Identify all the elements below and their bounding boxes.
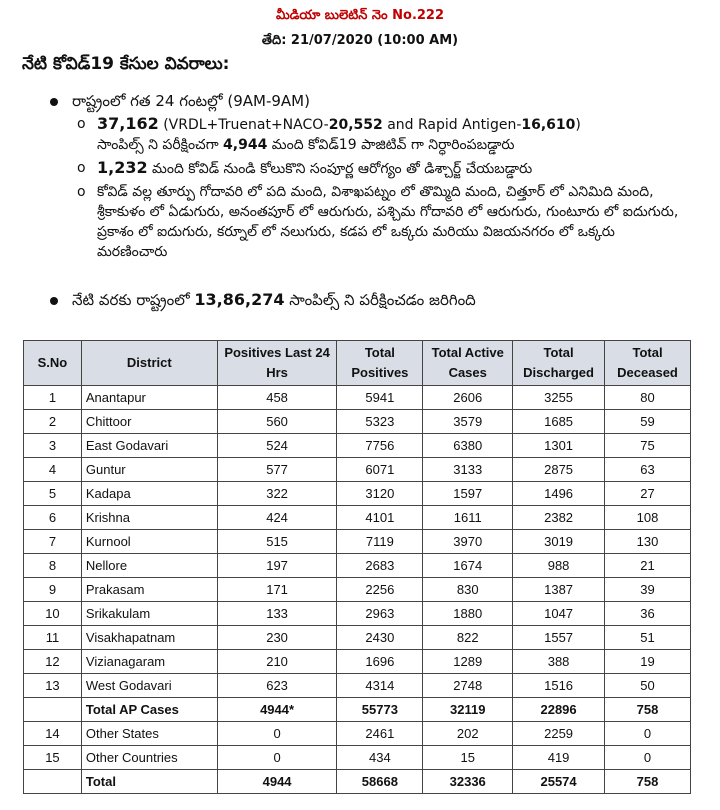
table-cell: 388 xyxy=(513,650,605,674)
table-cell: 9 xyxy=(24,578,82,602)
table-row xyxy=(24,626,691,650)
table-cell: 230 xyxy=(217,626,337,650)
table-cell: 58668 xyxy=(337,770,423,794)
table-cell: 1696 xyxy=(337,650,423,674)
table-row xyxy=(24,506,691,530)
table-cell: Srikakulam xyxy=(81,602,217,626)
date-value: : 21/07/2020 (10:00 AM) xyxy=(281,33,459,48)
table-row xyxy=(24,554,691,578)
table-cell: 2256 xyxy=(337,578,423,602)
table-cell: 2 xyxy=(24,410,82,434)
table-cell: 75 xyxy=(605,434,691,458)
col-header: Positives Last 24 Hrs xyxy=(217,341,337,386)
table-cell: 5323 xyxy=(337,410,423,434)
table-cell: 3255 xyxy=(513,386,605,410)
bullet-dot-icon xyxy=(50,98,58,106)
table-row xyxy=(24,602,691,626)
table-cell: 1685 xyxy=(513,410,605,434)
table-cell: 25574 xyxy=(513,770,605,794)
table-row xyxy=(24,530,691,554)
col-header: S.No xyxy=(24,341,82,386)
samples-line2a: సాంపిల్స్ ని పరీక్షించగా xyxy=(97,137,224,153)
table-cell: 32119 xyxy=(423,698,513,722)
table-cell: 4314 xyxy=(337,674,423,698)
date-label: తేది xyxy=(261,33,282,48)
table-cell: 197 xyxy=(217,554,337,578)
table-row xyxy=(24,674,691,698)
table-cell xyxy=(24,698,82,722)
table-cell: 4101 xyxy=(337,506,423,530)
table-header-row xyxy=(24,341,691,386)
table-cell: 1 xyxy=(24,386,82,410)
table-cell: 10 xyxy=(24,602,82,626)
table-cell: Total xyxy=(81,770,217,794)
table-cell: 830 xyxy=(423,578,513,602)
table-cell: 0 xyxy=(217,722,337,746)
table-cell: 3 xyxy=(24,434,82,458)
table-cell: 15 xyxy=(24,746,82,770)
circle-bullet-icon: o xyxy=(77,184,86,200)
table-cell: 39 xyxy=(605,578,691,602)
table-cell: Other Countries xyxy=(81,746,217,770)
table-row xyxy=(24,650,691,674)
page-title: నేటి కోవిడ్19 కేసుల వివరాలు: xyxy=(22,54,230,74)
table-cell: 1611 xyxy=(423,506,513,530)
table-cell: 27 xyxy=(605,482,691,506)
table-cell: 1597 xyxy=(423,482,513,506)
table-cell: 2683 xyxy=(337,554,423,578)
table-row xyxy=(24,698,691,722)
samples-rapid: 16,610 xyxy=(521,117,576,133)
table-cell: 5 xyxy=(24,482,82,506)
col-header: Total Discharged xyxy=(513,341,605,386)
table-cell: 623 xyxy=(217,674,337,698)
bulletin-title: మీడియా బులెటిన్ నెం No.222 xyxy=(275,8,445,23)
col-header: Total Positives xyxy=(337,341,423,386)
samples-post: ) xyxy=(575,117,581,133)
table-cell: 4944 xyxy=(217,770,337,794)
bulletin-date xyxy=(0,33,720,51)
table-row xyxy=(24,746,691,770)
sub-item-samples xyxy=(77,114,687,155)
table-cell: 2748 xyxy=(423,674,513,698)
table-cell: 3019 xyxy=(513,530,605,554)
table-cell: 1301 xyxy=(513,434,605,458)
positives-count: 4,944 xyxy=(223,137,268,153)
table-row xyxy=(24,482,691,506)
table-cell: 36 xyxy=(605,602,691,626)
circle-bullet-icon: o xyxy=(77,160,86,176)
table-cell: 524 xyxy=(217,434,337,458)
table-cell xyxy=(24,770,82,794)
table-row xyxy=(24,386,691,410)
table-cell: 7 xyxy=(24,530,82,554)
table-cell: 515 xyxy=(217,530,337,554)
samples-total: 37,162 xyxy=(97,114,159,133)
table-cell: 3579 xyxy=(423,410,513,434)
table-cell: 202 xyxy=(423,722,513,746)
table-cell: Guntur xyxy=(81,458,217,482)
table-cell: 13 xyxy=(24,674,82,698)
table-cell: 2382 xyxy=(513,506,605,530)
table-row xyxy=(24,578,691,602)
table-cell: 19 xyxy=(605,650,691,674)
table-cell: 2259 xyxy=(513,722,605,746)
table-cell: 63 xyxy=(605,458,691,482)
samples-pre: (VRDL+Truenat+NACO- xyxy=(158,117,329,133)
table-cell: Other States xyxy=(81,722,217,746)
table-cell: 12 xyxy=(24,650,82,674)
col-header: Total Active Cases xyxy=(423,341,513,386)
table-cell: 458 xyxy=(217,386,337,410)
table-cell: 59 xyxy=(605,410,691,434)
sub-item-deaths xyxy=(77,182,687,262)
table-cell: Nellore xyxy=(81,554,217,578)
table-cell: 322 xyxy=(217,482,337,506)
table-cell: 0 xyxy=(605,746,691,770)
table-cell: 130 xyxy=(605,530,691,554)
table-cell: Vizianagaram xyxy=(81,650,217,674)
table-cell: Total AP Cases xyxy=(81,698,217,722)
bullet-cumulative xyxy=(50,290,476,313)
col-header: Total Deceased xyxy=(605,341,691,386)
table-cell: 15 xyxy=(423,746,513,770)
table-cell: 1880 xyxy=(423,602,513,626)
table-cell: 1496 xyxy=(513,482,605,506)
table-cell: East Godavari xyxy=(81,434,217,458)
col-header: District xyxy=(81,341,217,386)
samples-naco: 20,552 xyxy=(328,117,383,133)
table-cell: 1387 xyxy=(513,578,605,602)
table-row xyxy=(24,722,691,746)
table-body xyxy=(24,386,691,794)
table-cell: 988 xyxy=(513,554,605,578)
table-cell: 6 xyxy=(24,506,82,530)
table-cell: 434 xyxy=(337,746,423,770)
table-cell: 11 xyxy=(24,626,82,650)
table-cell: 80 xyxy=(605,386,691,410)
table-cell: 2606 xyxy=(423,386,513,410)
table-cell: 22896 xyxy=(513,698,605,722)
table-cell: Kurnool xyxy=(81,530,217,554)
table-cell: 6071 xyxy=(337,458,423,482)
table-cell: Krishna xyxy=(81,506,217,530)
table-cell: 424 xyxy=(217,506,337,530)
table-cell: 3133 xyxy=(423,458,513,482)
table-cell: 2430 xyxy=(337,626,423,650)
table-cell: Chittoor xyxy=(81,410,217,434)
samples-mid: and Rapid Antigen- xyxy=(382,117,522,133)
deaths-text: కోవిడ్ వల్ల తూర్పు గోదావరి లో పది మంది, విశాఖపట్నం లో తొమ్మిది మంది, చిత్తూర్ లో ఎనిమిది మంది, శ్రీకాకుళం లో ఏడుగురు, అనంతపూర్ లో ఆరుగురు, పశ్చిమ గోదావరి లో ఆరుగురు, గుంటూరు లో ఐదుగురు, ప్రకాశం లో ఐదుగురు, కర్నూల్ లో నలుగురు, కడప లో ఒక్కరు మరియు విజయనగరం లో ఒక్కరు మరణించారు xyxy=(97,184,679,260)
table-cell: 1557 xyxy=(513,626,605,650)
bullet-24hr xyxy=(50,92,310,114)
table-cell: 5941 xyxy=(337,386,423,410)
table-cell: 51 xyxy=(605,626,691,650)
table-cell: 171 xyxy=(217,578,337,602)
table-cell: 1289 xyxy=(423,650,513,674)
discharged-count: 1,232 xyxy=(97,158,148,177)
table-cell: 50 xyxy=(605,674,691,698)
table-cell: 1047 xyxy=(513,602,605,626)
table-cell: Kadapa xyxy=(81,482,217,506)
bullet-dot-icon xyxy=(50,297,58,305)
table-cell: 55773 xyxy=(337,698,423,722)
table-cell: 2963 xyxy=(337,602,423,626)
table-cell: 419 xyxy=(513,746,605,770)
table-cell: 7119 xyxy=(337,530,423,554)
table-cell: West Godavari xyxy=(81,674,217,698)
cumulative-pre: నేటి వరకు రాష్ట్రంలో xyxy=(72,291,195,309)
table-cell: 3120 xyxy=(337,482,423,506)
table-cell: 758 xyxy=(605,770,691,794)
table-cell: 2461 xyxy=(337,722,423,746)
table-cell: Prakasam xyxy=(81,578,217,602)
table-cell: 4 xyxy=(24,458,82,482)
table-cell: 32336 xyxy=(423,770,513,794)
table-cell: 822 xyxy=(423,626,513,650)
table-cell: 4944* xyxy=(217,698,337,722)
sub-item-discharged xyxy=(77,158,687,179)
table-cell: 1516 xyxy=(513,674,605,698)
table-cell: 8 xyxy=(24,554,82,578)
table-cell: 210 xyxy=(217,650,337,674)
table-row xyxy=(24,770,691,794)
bullet-24hr-text: రాష్ట్రంలో గత 24 గంటల్లో (9AM-9AM) xyxy=(72,92,310,110)
table-cell: 1674 xyxy=(423,554,513,578)
table-cell: 108 xyxy=(605,506,691,530)
discharged-text: మంది కోవిడ్ నుండి కోలుకొని సంపూర్ణ ఆరోగ్యం తో డిశ్చార్జ్ చేయబడ్డారు xyxy=(147,161,533,177)
table-cell: 0 xyxy=(217,746,337,770)
table-cell: 14 xyxy=(24,722,82,746)
table-cell: 560 xyxy=(217,410,337,434)
cumulative-count: 13,86,274 xyxy=(194,290,285,309)
district-table xyxy=(23,340,691,794)
table-cell: 577 xyxy=(217,458,337,482)
table-cell: 7756 xyxy=(337,434,423,458)
table-cell: 0 xyxy=(605,722,691,746)
table-row xyxy=(24,458,691,482)
table-cell: 3970 xyxy=(423,530,513,554)
table-cell: Visakhapatnam xyxy=(81,626,217,650)
table-row xyxy=(24,410,691,434)
table-row xyxy=(24,434,691,458)
table-cell: 21 xyxy=(605,554,691,578)
cumulative-post: సాంపిల్స్ ని పరీక్షించడం జరిగింది xyxy=(284,291,476,309)
table-cell: Anantapur xyxy=(81,386,217,410)
table-cell: 133 xyxy=(217,602,337,626)
circle-bullet-icon: o xyxy=(77,116,86,132)
table-cell: 2875 xyxy=(513,458,605,482)
samples-line2b: మంది కోవిడ్19 పాజిటివ్ గా నిర్ధారింపబడ్డారు xyxy=(267,137,515,153)
table-cell: 6380 xyxy=(423,434,513,458)
table-cell: 758 xyxy=(605,698,691,722)
